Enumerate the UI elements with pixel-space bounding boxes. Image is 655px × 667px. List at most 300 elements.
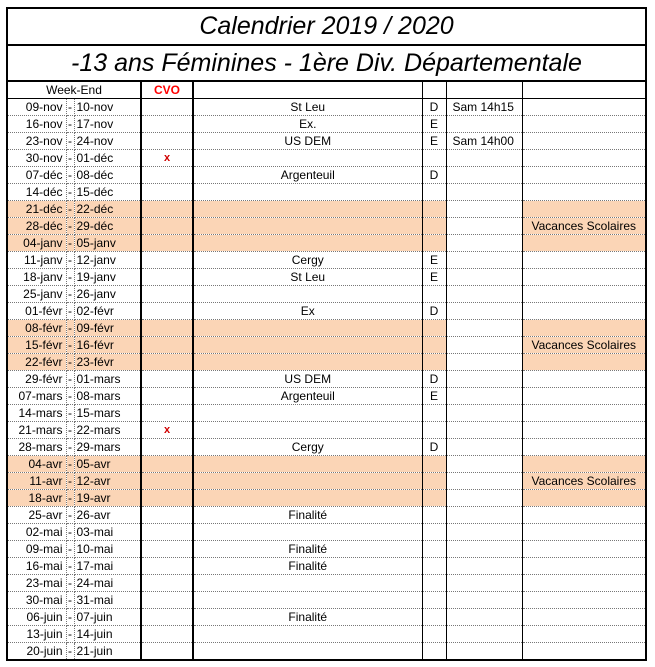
sunday-cell: 31-mai <box>74 592 141 609</box>
time-cell <box>446 439 522 456</box>
header-row <box>8 82 645 99</box>
date-separator: - <box>68 338 72 352</box>
saturday-cell: 11-avr <box>8 473 66 490</box>
table-row <box>8 422 645 439</box>
time-cell <box>446 405 522 422</box>
opponent-cell: Cergy <box>193 252 422 269</box>
date-separator: - <box>68 508 72 522</box>
cvo-cell <box>141 167 193 184</box>
date-separator: - <box>68 457 72 471</box>
saturday-cell: 20-juin <box>8 643 66 660</box>
date-separator: - <box>68 491 72 505</box>
note-cell <box>522 252 645 269</box>
time-cell <box>446 167 522 184</box>
time-cell <box>446 575 522 592</box>
sunday-cell: 08-déc <box>74 167 141 184</box>
venue-cell <box>422 354 446 371</box>
table-row <box>8 320 645 337</box>
cvo-cell <box>141 439 193 456</box>
note-cell: Vacances Scolaires <box>522 337 645 354</box>
cvo-cell <box>141 575 193 592</box>
table-row <box>8 99 645 116</box>
sunday-cell: 08-mars <box>74 388 141 405</box>
table-row <box>8 269 645 286</box>
venue-cell <box>422 575 446 592</box>
sunday-cell: 17-nov <box>74 116 141 133</box>
note-cell <box>522 558 645 575</box>
venue-cell <box>422 558 446 575</box>
saturday-cell: 23-mai <box>8 575 66 592</box>
cvo-cell <box>141 99 193 116</box>
sunday-cell: 05-janv <box>74 235 141 252</box>
time-cell <box>446 116 522 133</box>
saturday-cell: 02-mai <box>8 524 66 541</box>
date-separator: - <box>68 423 72 437</box>
opponent-cell <box>193 337 422 354</box>
time-cell <box>446 609 522 626</box>
time-cell <box>446 524 522 541</box>
note-cell <box>522 626 645 643</box>
saturday-cell: 04-avr <box>8 456 66 473</box>
opponent-cell <box>193 354 422 371</box>
sunday-cell: 10-nov <box>74 99 141 116</box>
table-row <box>8 337 645 354</box>
cvo-cell <box>141 626 193 643</box>
time-cell <box>446 592 522 609</box>
sunday-cell: 16-févr <box>74 337 141 354</box>
sunday-cell: 09-févr <box>74 320 141 337</box>
opponent-cell: Finalité <box>193 609 422 626</box>
date-separator: - <box>68 151 72 165</box>
date-separator: - <box>68 236 72 250</box>
table-row <box>8 133 645 150</box>
note-cell <box>522 320 645 337</box>
saturday-cell: 04-janv <box>8 235 66 252</box>
opponent-cell: Ex. <box>193 116 422 133</box>
time-cell <box>446 558 522 575</box>
note-cell <box>522 388 645 405</box>
saturday-cell: 21-déc <box>8 201 66 218</box>
time-cell: Sam 14h15 <box>446 99 522 116</box>
date-separator: - <box>68 304 72 318</box>
venue-cell: E <box>422 133 446 150</box>
date-separator: - <box>68 474 72 488</box>
sunday-cell: 02-févr <box>74 303 141 320</box>
sunday-cell: 24-mai <box>74 575 141 592</box>
saturday-cell: 07-mars <box>8 388 66 405</box>
saturday-cell: 30-nov <box>8 150 66 167</box>
sunday-cell: 22-déc <box>74 201 141 218</box>
opponent-cell: US DEM <box>193 133 422 150</box>
venue-cell <box>422 235 446 252</box>
date-separator: - <box>68 219 72 233</box>
cvo-cell <box>141 286 193 303</box>
saturday-cell: 14-déc <box>8 184 66 201</box>
venue-cell <box>422 473 446 490</box>
table-row <box>8 643 645 660</box>
venue-cell <box>422 150 446 167</box>
table-row <box>8 184 645 201</box>
table-row <box>8 524 645 541</box>
saturday-cell: 29-févr <box>8 371 66 388</box>
cvo-cell <box>141 235 193 252</box>
note-cell <box>522 201 645 218</box>
venue-cell <box>422 201 446 218</box>
saturday-cell: 18-janv <box>8 269 66 286</box>
time-cell <box>446 354 522 371</box>
sunday-cell: 22-mars <box>74 422 141 439</box>
time-cell <box>446 320 522 337</box>
cvo-cell <box>141 184 193 201</box>
date-separator: - <box>68 406 72 420</box>
date-separator: - <box>68 440 72 454</box>
opponent-cell: Argenteuil <box>193 167 422 184</box>
cvo-cell <box>141 592 193 609</box>
table-row <box>8 286 645 303</box>
calendar-sheet <box>6 7 647 661</box>
cvo-cell <box>141 541 193 558</box>
sunday-cell: 19-janv <box>74 269 141 286</box>
table-row <box>8 303 645 320</box>
saturday-cell: 22-févr <box>8 354 66 371</box>
date-separator: - <box>68 542 72 556</box>
opponent-cell <box>193 422 422 439</box>
opponent-cell <box>193 405 422 422</box>
note-cell <box>522 609 645 626</box>
date-separator: - <box>68 100 72 114</box>
time-cell <box>446 507 522 524</box>
time-header <box>446 82 522 99</box>
saturday-cell: 18-avr <box>8 490 66 507</box>
venue-cell <box>422 337 446 354</box>
note-cell <box>522 439 645 456</box>
venue-cell: D <box>422 303 446 320</box>
note-cell <box>522 286 645 303</box>
note-cell: Vacances Scolaires <box>522 473 645 490</box>
date-separator: - <box>68 389 72 403</box>
date-separator: - <box>68 168 72 182</box>
saturday-cell: 01-févr <box>8 303 66 320</box>
note-cell <box>522 150 645 167</box>
table-row <box>8 473 645 490</box>
time-cell <box>446 371 522 388</box>
venue-cell <box>422 609 446 626</box>
table-row <box>8 354 645 371</box>
opponent-cell <box>193 643 422 660</box>
cvo-cell <box>141 456 193 473</box>
sunday-cell: 15-déc <box>74 184 141 201</box>
opponent-cell: St Leu <box>193 269 422 286</box>
cvo-header: CVO <box>141 82 193 99</box>
note-cell <box>522 643 645 660</box>
date-separator: - <box>68 644 72 658</box>
table-row <box>8 371 645 388</box>
opponent-cell <box>193 286 422 303</box>
date-separator: - <box>68 593 72 607</box>
sunday-cell: 07-juin <box>74 609 141 626</box>
sunday-cell: 24-nov <box>74 133 141 150</box>
date-separator: - <box>68 525 72 539</box>
date-separator: - <box>68 134 72 148</box>
cvo-cell <box>141 303 193 320</box>
note-cell <box>522 371 645 388</box>
saturday-cell: 11-janv <box>8 252 66 269</box>
cvo-cell <box>141 473 193 490</box>
table-row <box>8 388 645 405</box>
time-cell <box>446 303 522 320</box>
note-cell <box>522 507 645 524</box>
opponent-header <box>193 82 422 99</box>
venue-cell <box>422 524 446 541</box>
sunday-cell: 01-déc <box>74 150 141 167</box>
table-row <box>8 592 645 609</box>
time-cell <box>446 490 522 507</box>
venue-cell <box>422 541 446 558</box>
time-cell: Sam 14h00 <box>446 133 522 150</box>
sunday-cell: 05-avr <box>74 456 141 473</box>
table-row <box>8 167 645 184</box>
cvo-cell <box>141 116 193 133</box>
venue-cell <box>422 490 446 507</box>
opponent-cell <box>193 473 422 490</box>
cvo-cell <box>141 201 193 218</box>
sunday-cell: 12-avr <box>74 473 141 490</box>
cvo-cell <box>141 371 193 388</box>
date-separator: - <box>68 253 72 267</box>
sunday-cell: 17-mai <box>74 558 141 575</box>
saturday-cell: 07-déc <box>8 167 66 184</box>
cvo-cell <box>141 320 193 337</box>
saturday-cell: 09-nov <box>8 99 66 116</box>
date-separator: - <box>68 270 72 284</box>
date-separator: - <box>68 355 72 369</box>
note-cell <box>522 184 645 201</box>
saturday-cell: 15-févr <box>8 337 66 354</box>
cvo-cell <box>141 643 193 660</box>
opponent-cell: Ex <box>193 303 422 320</box>
note-cell <box>522 235 645 252</box>
table-row <box>8 558 645 575</box>
note-header <box>522 82 645 99</box>
opponent-cell <box>193 218 422 235</box>
opponent-cell <box>193 150 422 167</box>
opponent-cell <box>193 320 422 337</box>
time-cell <box>446 422 522 439</box>
note-cell <box>522 354 645 371</box>
venue-cell: E <box>422 252 446 269</box>
saturday-cell: 09-mai <box>8 541 66 558</box>
time-cell <box>446 541 522 558</box>
note-cell <box>522 167 645 184</box>
sheet-subtitle: -13 ans Féminines - 1ère Div. Départementale <box>8 46 645 82</box>
date-separator: - <box>68 627 72 641</box>
cvo-cell <box>141 269 193 286</box>
note-cell <box>522 303 645 320</box>
sunday-cell: 10-mai <box>74 541 141 558</box>
table-row <box>8 405 645 422</box>
saturday-cell: 13-juin <box>8 626 66 643</box>
table-row <box>8 456 645 473</box>
date-separator: - <box>68 287 72 301</box>
saturday-cell: 23-nov <box>8 133 66 150</box>
opponent-cell <box>193 235 422 252</box>
cvo-cell <box>141 388 193 405</box>
time-cell <box>446 626 522 643</box>
time-cell <box>446 337 522 354</box>
sunday-cell: 03-mai <box>74 524 141 541</box>
opponent-cell: St Leu <box>193 99 422 116</box>
sunday-cell: 21-juin <box>74 643 141 660</box>
date-separator: - <box>68 610 72 624</box>
opponent-cell <box>193 184 422 201</box>
opponent-cell: Finalité <box>193 541 422 558</box>
venue-cell <box>422 456 446 473</box>
time-cell <box>446 286 522 303</box>
saturday-cell: 21-mars <box>8 422 66 439</box>
time-cell <box>446 252 522 269</box>
table-row <box>8 609 645 626</box>
sunday-cell: 14-juin <box>74 626 141 643</box>
note-cell <box>522 490 645 507</box>
opponent-cell <box>193 490 422 507</box>
cvo-cell <box>141 133 193 150</box>
venue-cell: D <box>422 167 446 184</box>
note-cell <box>522 422 645 439</box>
note-cell <box>522 456 645 473</box>
time-cell <box>446 184 522 201</box>
venue-cell: E <box>422 388 446 405</box>
time-cell <box>446 150 522 167</box>
note-cell: Vacances Scolaires <box>522 218 645 235</box>
sunday-cell: 15-mars <box>74 405 141 422</box>
table-row <box>8 201 645 218</box>
opponent-cell <box>193 201 422 218</box>
saturday-cell: 25-avr <box>8 507 66 524</box>
date-separator: - <box>68 185 72 199</box>
time-cell <box>446 201 522 218</box>
date-separator: - <box>68 372 72 386</box>
date-separator: - <box>68 559 72 573</box>
table-row <box>8 252 645 269</box>
note-cell <box>522 575 645 592</box>
cvo-cell <box>141 337 193 354</box>
opponent-cell: Argenteuil <box>193 388 422 405</box>
cvo-cell <box>141 218 193 235</box>
sunday-cell: 01-mars <box>74 371 141 388</box>
opponent-cell <box>193 626 422 643</box>
table-row <box>8 218 645 235</box>
venue-cell: E <box>422 116 446 133</box>
cvo-cell <box>141 524 193 541</box>
saturday-cell: 14-mars <box>8 405 66 422</box>
sunday-cell: 26-janv <box>74 286 141 303</box>
table-row <box>8 541 645 558</box>
date-separator: - <box>68 576 72 590</box>
cvo-cell <box>141 558 193 575</box>
opponent-cell: Cergy <box>193 439 422 456</box>
cvo-cell: x <box>141 422 193 439</box>
table-row <box>8 439 645 456</box>
venue-cell <box>422 592 446 609</box>
cvo-cell <box>141 490 193 507</box>
venue-cell <box>422 626 446 643</box>
opponent-cell: Finalité <box>193 558 422 575</box>
time-cell <box>446 643 522 660</box>
note-cell <box>522 405 645 422</box>
sunday-cell: 23-févr <box>74 354 141 371</box>
cvo-cell <box>141 405 193 422</box>
opponent-cell: Finalité <box>193 507 422 524</box>
time-cell <box>446 388 522 405</box>
note-cell <box>522 116 645 133</box>
saturday-cell: 08-févr <box>8 320 66 337</box>
date-separator: - <box>68 202 72 216</box>
table-row <box>8 575 645 592</box>
cvo-cell <box>141 609 193 626</box>
venue-cell <box>422 422 446 439</box>
weekend-header: Week-End <box>8 82 141 99</box>
sunday-cell: 19-avr <box>74 490 141 507</box>
venue-cell <box>422 507 446 524</box>
venue-cell <box>422 184 446 201</box>
note-cell <box>522 133 645 150</box>
date-separator: - <box>68 117 72 131</box>
note-cell <box>522 524 645 541</box>
saturday-cell: 25-janv <box>8 286 66 303</box>
table-row <box>8 490 645 507</box>
table-row <box>8 507 645 524</box>
sunday-cell: 26-avr <box>74 507 141 524</box>
saturday-cell: 28-déc <box>8 218 66 235</box>
table-row <box>8 235 645 252</box>
venue-cell <box>422 643 446 660</box>
cvo-cell <box>141 252 193 269</box>
time-cell <box>446 473 522 490</box>
table-row <box>8 116 645 133</box>
table-row <box>8 626 645 643</box>
table-row <box>8 150 645 167</box>
saturday-cell: 16-mai <box>8 558 66 575</box>
venue-cell: D <box>422 371 446 388</box>
time-cell <box>446 218 522 235</box>
time-cell <box>446 456 522 473</box>
sheet-title: Calendrier 2019 / 2020 <box>8 9 645 46</box>
opponent-cell <box>193 575 422 592</box>
saturday-cell: 06-juin <box>8 609 66 626</box>
opponent-cell <box>193 592 422 609</box>
note-cell <box>522 99 645 116</box>
venue-cell: E <box>422 269 446 286</box>
venue-cell <box>422 320 446 337</box>
saturday-cell: 30-mai <box>8 592 66 609</box>
sunday-cell: 29-mars <box>74 439 141 456</box>
note-cell <box>522 592 645 609</box>
opponent-cell: US DEM <box>193 371 422 388</box>
saturday-cell: 16-nov <box>8 116 66 133</box>
note-cell <box>522 541 645 558</box>
venue-cell: D <box>422 439 446 456</box>
opponent-cell <box>193 524 422 541</box>
venue-cell <box>422 286 446 303</box>
date-separator: - <box>68 321 72 335</box>
sunday-cell: 12-janv <box>74 252 141 269</box>
opponent-cell <box>193 456 422 473</box>
cvo-cell <box>141 354 193 371</box>
schedule-table <box>8 82 645 659</box>
cvo-cell: x <box>141 150 193 167</box>
time-cell <box>446 269 522 286</box>
venue-cell: D <box>422 99 446 116</box>
